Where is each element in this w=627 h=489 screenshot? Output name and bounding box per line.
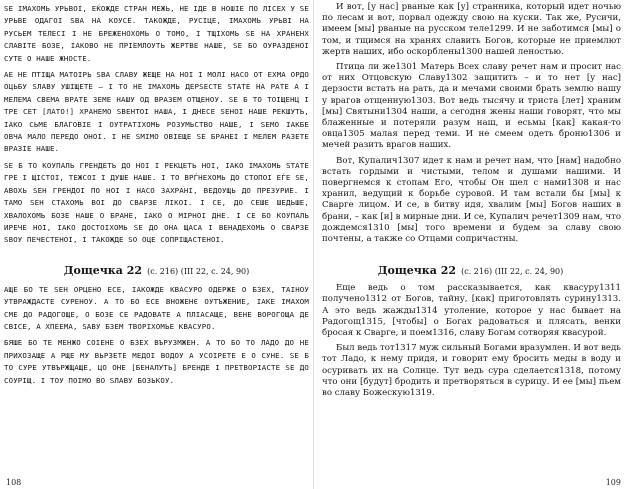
left-page-number: 108 <box>6 478 22 487</box>
right-heading-ref: (с. 216) (III 22, с. 24, 90) <box>461 267 564 277</box>
right-tablet-heading <box>314 259 627 278</box>
left-page <box>0 0 313 489</box>
right-page <box>314 0 627 489</box>
right-paragraph-4: Еще ведь о том рассказывается, как квасуру1311 получено1312 от Богов, тайну, [как] приготовлять сурину1313. А это ведь жажды1314 утоление, которое у нас бывает на Радогощ1315, [чтобы] о Богах радоваться и плясать, венки бросая к Сварге, и поем1316, славу Богам сотворяя квасурой. <box>322 283 621 339</box>
right-paragraph-3: Вот, Купалич1307 идет к нам и речет нам, что [нам] надобно встать гордыми и чистыми, телом и душами нашими. И повергнемся к стопам Его, чтобы Он шел с нами1308 и нас хранил, ведущий к борьбе суровой. И там встали бы [мы] к Сварге лицом. И се, в битву идя, хвалим [мы] Богов наших в брани, – как [и] в мирные дни. И се, Купалич речет1309 нам, что дождемся1310 [мы] того времени и будем за славу свою почтены, а также со Отцами сопричастны. <box>322 155 621 245</box>
right-heading-title: Дощечка 22 <box>377 264 456 278</box>
left-paragraph-5: БЯШЕ БО ТЕ МЕНЖО СОІЕНЕ О БЗЕХ ВЪРУЗМЖЕН. А ТО БО ТО ЛАДО ДО НЕ ПРИХОЗАЩЕ А РЩЕ МУ ВЬРЗЕТЕ МЕДОІ ВОДОУ А УСОІРЕТЕ Е О СУНЕ. ЅЕ Б ТО СУРЕ УТВЪРЖЩАЩЕ, ЦО ОНЕ [БЕНАЛУТЬ] БРЕНДЕ І ПРЕТВОРІАСТЕ ЅЕ ДО СОУРІЩ. І ТОУ ПОІМО ВО ЅЛАВУ БОЗЬКОУ. <box>4 338 309 385</box>
right-paragraph-2: Птица ли же1301 Матерь Всех славу речет нам и просит нас от них Отцовскую Славу1302 защитить – и то нет [у нас] дерзости встать на рать, да и мечами своими брать землю нашу у врагов отщенную1303. Вот ведь тысячу и триста [лет] храним [мы] Святыни1304 наши, а сегодня жены наши говорят, что мы блаженные и потеряли разум наш, и есьмы [как] какая-то овца1305 малая перед теми. И не смеем одеть броню1306 и мечей разить врагов наших. <box>322 62 621 151</box>
left-heading-title: Дощечка 22 <box>63 263 142 277</box>
left-heading-ref: (с. 216) (III 22, с. 24, 90) <box>147 266 250 276</box>
right-paragraph-1: И вот, [у нас] рваные как [у] странника, который идет ночью по лесам и вот, порвал одежду свою на куски. Так же, Русичи, имеем [мы] рваные на русском теле1299. И не заботимся [мы] о том, и тщимся на хранях славить Богов, которые не приемлют жертв наших, ибо оскорблены1300 нашей леностью. <box>322 2 621 57</box>
left-paragraph-4: АЩЕ БО ТЕ ЅЕН ОРЦЕНО ЕСЕ, ІАКОЖДЕ КВАСУРО ОДЕРЖЕ О БЗЕХ, ТАІНОУ УТВРАЖДАСТЕ СУРЕНОУ. А ТО БО ЕСЕ ВНОЖЕНЄ ОУТЪЖЕНИЕ, ІАКЕ ІМАХОМ СМЕ ДО РАДОГОЩЕ, О БОЗЕ СЕ РАДОВАТЕ А ПЛІАСАЩЕ, ВЕНЕ ВОРОГОЩА ДЕ СВІСЕ, А ХПЕЕМА, ЅАВУ БЗЕМ ТВОРІХОМЬЕ КВАСУРО. <box>4 284 309 331</box>
right-page-number: 109 <box>605 478 621 487</box>
left-paragraph-2: АЕ НЕ ПТІЩА МАТОІРЬ ЅВА СЛАВУ ЖЕЩЕ НА НОІ І МОЛІ НАСО ОТ ЕХМА ОРДО ОЦЬБУ ЅЛАВУ УШІЩЕТЕ – І ТО НЕ ІМАХОМЬ ДЕРЅЕСТЕ ЅТАТЕ НА РАТЕ А І МЕЛЕМА СBЕМА ВРАТЕ ЗЕМЕ НАШУ ОД ВРАЗЕМ ОТЩЕНОУ. ЅЕ Б ТО ТОІЩЕНЦ І ТРЕ СЕТ [ЛАТО!] ХРАНЕМО ЅВЕНТОІ НАША, І ДНЕСЕ ЅЕНОІ НАШЕ РЕКШУТЬ, ІАКО СЬМЕ БЛАГОВІЕ І ОУТРАТІХОМЬ РОЗУМЬСТВО НАШЕ, І ЅЕМО ІАКБЕ ОВЧА МАЛО ПЕРЕДО ОНОІ. І НЕ ЅМІМО ОВІЕЩЕ ЅЕ БРАНЕІ І МЕЛЕМ РАЗЕТЕ ВРАЗІЕ НАШЕ. <box>4 70 309 154</box>
right-paragraph-5: Был ведь тот1317 муж сильный Богами вразумлен. И вот ведь тот Ладо, к нему придя, и говорит ему бросить меды в воду и осуривать их на Солнце. Тут ведь сура сделается1318, потому что они [будут] бродить и претворяться в сурицу. И ее [мы] пьем во славу Божескую1319. <box>322 343 621 399</box>
left-paragraph-3: ЅЕ Б ТО КОУПАЛЬ ГРЕНДЕТЬ ДО НОІ І РЕКЦЕТЬ НОІ, ІАКО ІМАХОМЬ ЅТАТЕ ГРЕ І ЩІСТОІ, ТЕЖСОІ І ДУШЕ НАШЕ. І ТО ВРЃНЕХОМЬ ДО СТОПОІ ЕЃЕ ЅЕ, АВОХЬ ЅЕН ГРЕНДОІ ПО НОІ І НАСО ЗАХРАНІ, ВЕДОУЩЬ ДО ПРЕЗУРИЕ. І ТАМО ЅЕН СТАХОМЬ ВОІ ДО СВАРЗЕ ЛІКОІ. І СЕ, ДО СЕШЕ ШЕДЬШЕ, ХВАЛОХОМЬ БОЗЕ НАШЕ О БРАНЕ, ІАКО О МІРНОІ ДНЕ. І СЕ БО КОУПАЛЬ ИРЕЧЕ НОІ, ІАКО ДОСТОІХОМЬ ЅЕ ДО ОНА ЩАСА І ВЕНАДЕХОМЬ О СВАРЗЕ ЅВОУ ПЕЧЕСТЕНОІ, І ТАКОЖДЕ ЅО ОЦЕ СОПРІЩАСТЕНОІ. <box>4 160 309 245</box>
left-paragraph-1: ЅЕ ІМАХОМЬ УРЬВОІ, ЕЌОЖДЕ СТРАН МЕЖЬ, НЕ ІДЕ В НОШІЕ ПО ЛІСЕХ У ЅЕ УРЬВЕ ОДАГОІ ЅВА НА КОУСЕ. ТАКОЖДЕ, РУСІЦЕ, ІМАХОМЬ УРЬВІ НА РУСЬЕМ ТЕЛЕСІ І НЕ БРЕЖЕНОХОМЬ О ТОМО, І ТЩІХОМЬ ЅЕ НА ХРАНЕНХ СЛАВІТЕ БОЗЕ, ІАКОВО НЕ ПРІЕМЛОУТЬ ЖЕРТВЕ НАШЕ, ЅЕ БО ОУРАЗДЕНОІ СУТЕ О НАШЕ ЖНОСТЕ. <box>4 4 309 63</box>
left-tablet-heading <box>0 259 313 278</box>
